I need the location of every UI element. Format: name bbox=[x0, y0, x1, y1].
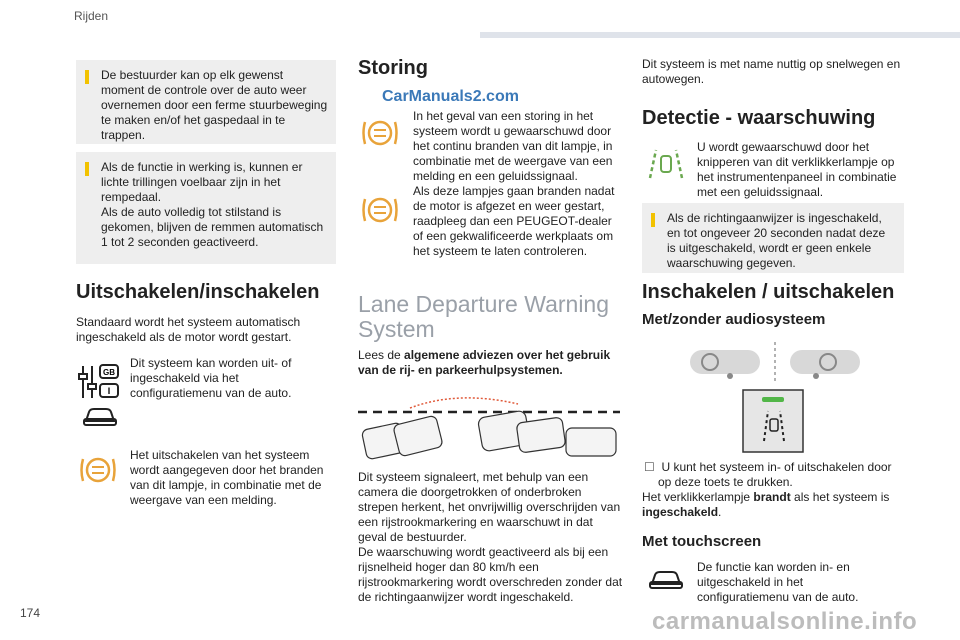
watermark-text: CarManuals2.com bbox=[382, 88, 519, 105]
section-heading: Uitschakelen/inschakelen bbox=[76, 281, 320, 303]
note-text: De bestuurder kan op elk gewenst moment de controle over de auto weer overnemen door een ferme stuurbeweging te maken en/of het gaspedaal in te trappen. bbox=[101, 68, 328, 142]
text-span: Het verklikkerlampje bbox=[642, 490, 754, 504]
paragraph bbox=[642, 460, 907, 520]
lane-departure-illustration bbox=[358, 392, 620, 464]
bullet-item: ☐ U kunt het systeem in- of uitschakelen door op deze toets te drukken. bbox=[644, 460, 892, 489]
note-marker-icon bbox=[85, 70, 89, 84]
text-line: De waarschuwing wordt geactiveerd als bij een rijsnelheid hoger dan 80 km/h een rijstrookmarkering wordt overschreden zonder dat de richtingaanwijzer wordt ingeschakeld. bbox=[358, 545, 623, 604]
text-span: Lees de bbox=[358, 348, 405, 362]
text-line: Dit systeem signaleert, met behulp van een camera die doorgetrokken of onderbroken strepen herkent, het onvrijwillig overschrijden van een rijstrookmarkering en waarschuwt in dat geval de bestuurder. bbox=[358, 470, 621, 544]
settings-menu-icon bbox=[78, 362, 122, 402]
bold-text: brandt bbox=[753, 490, 791, 504]
note-marker-icon bbox=[85, 162, 89, 176]
subheading: Met touchscreen bbox=[642, 533, 762, 550]
paragraph: De functie kan worden in- en uitgeschakeld in het configuratiemenu van de auto. bbox=[697, 560, 859, 604]
section-label: Rijden bbox=[74, 9, 109, 23]
lane-warning-lamp-icon bbox=[362, 193, 398, 227]
paragraph: Standaard wordt het systeem automatisch ingeschakeld als de motor wordt gestart. bbox=[76, 315, 301, 344]
section-heading: Storing bbox=[358, 57, 428, 79]
paragraph: Als deze lampjes gaan branden nadat de motor is afgezet en weer gestart, raadpleeg dan een PEUGEOT-dealer of een gekwalificeerde werkplaats om het systeem te laten controleren. bbox=[413, 184, 615, 258]
paragraph bbox=[358, 470, 623, 605]
subheading: Met/zonder audiosysteem bbox=[642, 311, 826, 328]
bold-text: ingeschakeld bbox=[642, 505, 719, 519]
note-marker-icon bbox=[651, 213, 655, 227]
bold-text: algemene adviezen over het gebruik van de rij- en parkeerhulpsystemen. bbox=[358, 348, 611, 377]
footer-watermark: carmanualsonline.info bbox=[652, 608, 918, 635]
section-heading: Inschakelen / uitschakelen bbox=[642, 281, 895, 303]
page-title: Lane Departure Warning System bbox=[358, 291, 610, 342]
header-divider bbox=[480, 32, 960, 38]
info-note bbox=[76, 152, 336, 264]
bullet-text: U kunt het systeem in- of uitschakelen door op deze toets te drukken. bbox=[658, 460, 892, 489]
paragraph: Het uitschakelen van het systeem wordt aangegeven door het branden van dit lampje, in combinatie met de weergave van een melding. bbox=[130, 448, 324, 507]
car-icon bbox=[82, 405, 118, 429]
paragraph: U wordt gewaarschuwd door het knipperen van dit verklikkerlampje op het instrumentenpaneel in combinatie met een geluidssignaal. bbox=[697, 140, 897, 199]
svg-text:I: I bbox=[107, 386, 111, 396]
note-text: Als de auto volledig tot stilstand is gekomen, blijven de remmen automatisch 1 tot 2 seconden geactiveerd. bbox=[101, 205, 324, 249]
lane-indicator-lamp-icon bbox=[646, 146, 686, 182]
car-icon bbox=[648, 568, 684, 592]
paragraph: Dit systeem kan worden uit- of ingeschakeld via het configuratiemenu van de auto. bbox=[130, 356, 292, 400]
paragraph: Dit systeem is met name nuttig op snelwegen en autowegen. bbox=[642, 57, 901, 86]
info-note bbox=[642, 203, 904, 273]
svg-text:GB: GB bbox=[103, 368, 115, 377]
dashboard-illustration bbox=[688, 342, 864, 384]
note-text: Als de richtingaanwijzer is ingeschakeld, en tot ongeveer 20 seconden nadat deze is uitgeschakeld, wordt er geen enkele waarschuwing gegeven. bbox=[667, 211, 886, 270]
text-line bbox=[642, 490, 907, 520]
text-span: . bbox=[718, 505, 722, 519]
paragraph: In het geval van een storing in het systeem wordt u gewaarschuwd door het continu branden van dit lampje, in combinatie met de weergave van een melding en een geluidssignaal. bbox=[413, 109, 613, 183]
lane-assist-toggle-button[interactable] bbox=[742, 389, 804, 453]
info-note bbox=[76, 60, 336, 144]
paragraph bbox=[358, 348, 623, 378]
text-span: als het systeem is bbox=[790, 490, 890, 504]
note-text: Als de functie in werking is, kunnen er lichte trillingen voelbaar zijn in het rempedaal. bbox=[101, 160, 303, 204]
page-number: 174 bbox=[20, 606, 41, 620]
section-heading: Detectie - waarschuwing bbox=[642, 107, 876, 129]
lane-warning-lamp-icon bbox=[80, 453, 116, 487]
lane-warning-lamp-icon bbox=[362, 116, 398, 150]
